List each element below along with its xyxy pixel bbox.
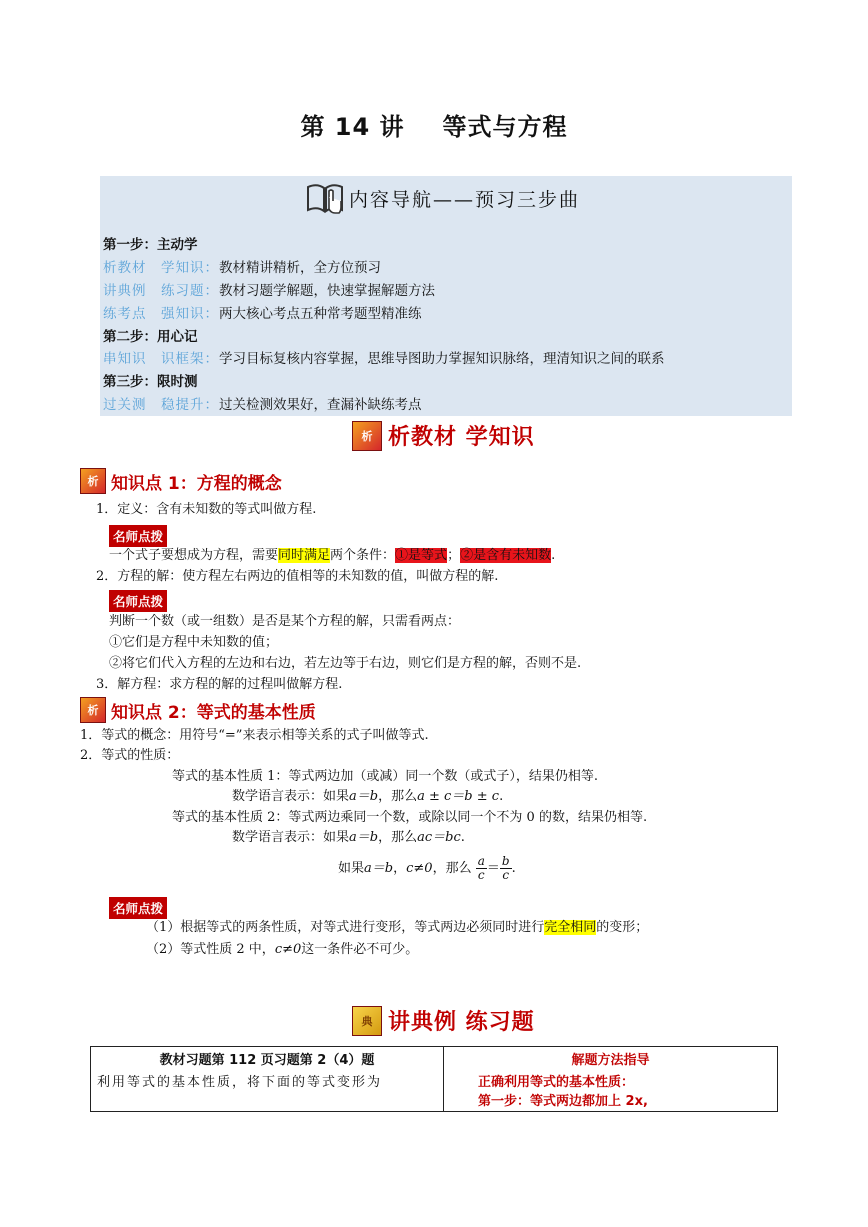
step-3-label: 第三步：限时测: [103, 374, 198, 390]
property-1-math-line: 数学语言表示：如果a＝b，那么a ± c＝b ± c.: [232, 789, 504, 804]
division-property-line: 如果a＝b，c≠0，那么 $\frac{a}{c}$ ＝ $\frac{b}{c}$ .: [338, 854, 516, 882]
property-2-line: 等式的基本性质 2：等式两边乘同一个数，或除以同一个不为 0 的数，结果仍相等.: [172, 810, 648, 825]
equality-concept-line: 1．等式的概念：用符号“=”来表示相等关系的式子叫做等式.: [80, 728, 429, 743]
teacher-tip-tag: 名师点拨: [109, 525, 167, 547]
lecture-number: 第 14 讲: [300, 113, 405, 141]
knowledge-point-1-header: [80, 468, 282, 494]
method-cell: [444, 1047, 778, 1112]
exercise-heading: 教材习题第 112 页习题第 2（4）题: [159, 1053, 375, 1068]
point-1-line: ①它们是方程中未知数的值；: [109, 635, 279, 650]
property-2-math-line: 数学语言表示：如果a＝b，那么ac＝bc.: [232, 830, 465, 845]
table-row: [91, 1047, 778, 1112]
definition-line: 1．定义：含有未知数的等式叫做方程.: [96, 502, 317, 517]
section-title: 析教材 学知识: [388, 425, 535, 450]
teacher-tip-tag: 名师点拨: [109, 897, 167, 919]
cube-badge-icon: 典: [352, 1006, 382, 1036]
point-2-line: ②将它们代入方程的左边和右边，若左边等于右边，则它们是方程的解，否则不是.: [109, 656, 582, 671]
property-1-line: 等式的基本性质 1：等式两边加（或减）同一个数（或式子），结果仍相等.: [172, 769, 599, 784]
knowledge-point-2-header: [80, 697, 316, 723]
lecture-topic: 等式与方程: [442, 113, 568, 141]
judge-line: 判断一个数（或一组数）是否是某个方程的解，只需看两点：: [109, 614, 461, 629]
knowledge-point-title: 知识点 1：方程的概念: [111, 473, 282, 494]
nav-row-1: 析教材 学知识：教材精讲精析，全方位预习: [103, 260, 381, 276]
step-1-label: 第一步：主动学: [103, 237, 198, 253]
method-heading: 解题方法指导: [571, 1053, 650, 1068]
step-2-label: 第二步：用心记: [103, 329, 198, 345]
page-title: [0, 107, 868, 142]
exercise-text: 利用等式的基本性质，将下面的等式变形为: [97, 1075, 383, 1090]
nav-row-3: 练考点 强知识：两大核心考点五种常考题型精准练: [103, 306, 422, 322]
navigation-heading-text: 内容导航——预习三步曲: [349, 188, 581, 211]
fraction-a-over-c: $\frac{a}{c}$: [477, 854, 485, 882]
solve-equation-line: 3．解方程：求方程的解的过程叫做解方程.: [96, 677, 343, 692]
teacher-tip-tag: 名师点拨: [109, 590, 167, 612]
tip-2-line: （2）等式性质 2 中，c≠0这一条件必不可少。: [146, 942, 419, 957]
exercise-cell: [91, 1047, 444, 1112]
equality-properties-line: 2．等式的性质：: [80, 748, 180, 763]
nav-row-4: 串知识 识框架：学习目标复核内容掌握，思维导图助力掌握知识脉络，理清知识之间的联系: [103, 351, 665, 367]
tip-1-line: （1）根据等式的两条性质，对等式进行变形，等式两边必须同时进行完全相同的变形；: [146, 920, 649, 935]
cube-badge-icon: 析: [80, 697, 106, 723]
example-table: [90, 1046, 778, 1112]
cube-badge-icon: 析: [352, 421, 382, 451]
method-line-1: 正确利用等式的基本性质：: [478, 1075, 635, 1090]
nav-row-5: 过关测 稳提升：过关检测效果好，查漏补缺练考点: [103, 397, 422, 413]
nav-row-2: 讲典例 练习题：教材习题学解题，快速掌握解题方法: [103, 283, 435, 299]
section-banner-analysis: [352, 420, 535, 451]
condition-line: 一个式子要想成为方程，需要同时满足两个条件：①是等式；②是含有未知数.: [109, 548, 556, 563]
cube-badge-icon: 析: [80, 468, 106, 494]
navigation-heading: [305, 180, 580, 216]
section-banner-examples: [352, 1005, 535, 1036]
method-line-2: 第一步：等式两边都加上 2x,: [478, 1094, 648, 1109]
knowledge-point-title: 知识点 2：等式的基本性质: [111, 702, 316, 723]
fraction-b-over-c: $\frac{b}{c}$: [501, 854, 510, 882]
book-hand-icon: [305, 181, 345, 215]
solution-definition-line: 2．方程的解：使方程左右两边的值相等的未知数的值，叫做方程的解.: [96, 569, 499, 584]
section-title: 讲典例 练习题: [388, 1010, 535, 1035]
